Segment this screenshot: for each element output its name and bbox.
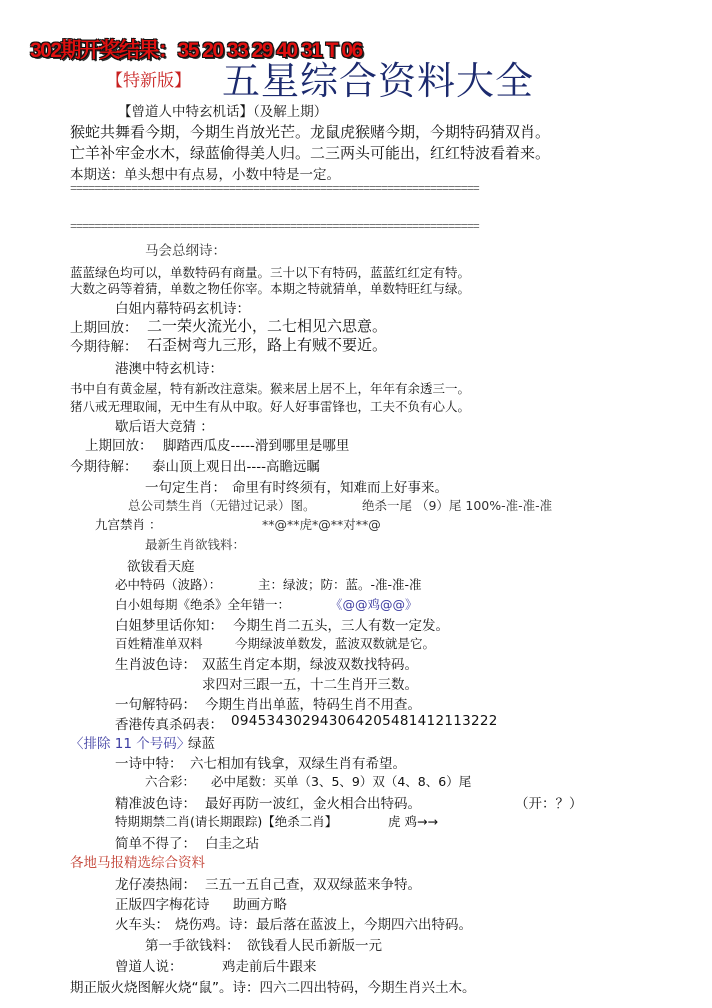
gangao-line: 书中自有黄金屋，特有新改注意柒。猴来居上居不上，年年有余透三一。 [70, 381, 471, 396]
item-value: 今期绿波单数发，蓝波双数就是它。 [235, 636, 436, 651]
item-label: 简单不得了： [115, 836, 196, 852]
mabao-value: 鸡走前后牛跟来 [222, 959, 317, 975]
mabao-value: 三五一五自己查，双双绿蓝来争特。 [205, 877, 421, 893]
item-value: 双蓝生肖定本期，绿波双数找特码。 [202, 657, 418, 673]
xiehouyu-heading: 歇后语大竞猜 ： [115, 419, 214, 435]
item-label: 必中特码（波路）： [115, 577, 222, 592]
item-value: 虎 鸡→→ [388, 814, 438, 829]
mahui-heading: 马会总纲诗： [145, 243, 226, 259]
item-value: 今期生肖出单蓝，特码生肖不用查。 [205, 697, 421, 713]
mabao-label: 曾道人说： [115, 959, 183, 975]
item-value: 白圭之玷 [205, 836, 259, 852]
xiehouyu-last-label: 上期回放： [85, 438, 153, 454]
mabao-value: 助画方略 [233, 897, 287, 913]
item-value: 求四对三跟一五，十二生肖开三数。 [202, 677, 418, 693]
item-label: 精准波色诗： [115, 796, 196, 812]
item-value: 六七相加有钱拿，双绿生肖有希望。 [190, 756, 406, 772]
xiehouyu-last-value: 脚踏西瓜皮-----滑到哪里是哪里 [163, 438, 350, 454]
item-value: **@**虎*@**对**@ [262, 517, 381, 532]
item-label: 欲钹看天庭 [127, 559, 195, 575]
item-label: 生肖波色诗： [115, 657, 196, 673]
item-label: 一诗中特： [115, 756, 183, 772]
item-label: 六合彩： [145, 774, 196, 789]
intro-line: 本期送：单头想中有点易，小数中特是一定。 [70, 167, 340, 183]
item-value: 《@@鸡@@》 [330, 597, 418, 612]
mabao-label: 正版四字梅花诗 [115, 897, 210, 913]
item-label: 特期期禁二肖(请长期跟踪)【绝杀二肖】 [115, 814, 338, 829]
mabao-label: 第一手欲钱料： [145, 938, 240, 954]
item-label: 香港传真杀码表： [115, 717, 223, 733]
mahui-line: 蓝蓝绿色均可以，单数特码有商量。三十以下有特码，蓝蓝红红定有特。 [70, 265, 471, 280]
result-banner: 302期开奖结果：35 20 33 29 40 31 T 06 [30, 39, 362, 62]
intro-line: 猴蛇共舞看今期，今期生肖放光芒。龙鼠虎猴赌今期，今期特码猜双肖。 [70, 123, 551, 141]
item-value: 必中尾数：买单（3、5、9）双（4、8、6）尾 [211, 774, 472, 789]
separator: =================================================================== [70, 220, 479, 234]
item-value: 绿蓝 [188, 736, 215, 752]
mahui-line: 大数之码等着猜，单数之物任你宰。本期之特就猜单，单数特旺红与绿。 [70, 281, 471, 296]
item-value: 绝杀一尾 （9）尾 100%-准-准-准 [362, 498, 553, 513]
xiehouyu-now-value: 泰山顶上观日出----高瞻远瞩 [152, 459, 320, 475]
gangao-line: 猪八戒无理取闹，无中生有从中取。好人好事雷锋也，工夫不负有心人。 [70, 399, 471, 414]
intro-heading: 【曾道人中特玄机话】（及解上期） [118, 104, 328, 120]
mabao-heading: 各地马报精选综合资料 [70, 855, 205, 871]
mabao-label: 龙仔凑热闹： [115, 877, 196, 893]
edition-label: 【特新版】 [106, 71, 191, 91]
item-label: 总公司禁生肖（无错过记录）图。 [128, 498, 316, 513]
item-label: 九宫禁肖 ： [95, 517, 162, 532]
item-label: 最新生肖欲钱料： [145, 537, 246, 552]
item-label: 白姐梦里话你知： [115, 618, 223, 634]
mabao-value: 烧伤鸡。诗：最后落在蓝波上，今期四六出特码。 [175, 917, 472, 933]
mabao-label: 火车头： [115, 917, 169, 933]
item-value: 今期生肖二五头，三人有数一定发。 [233, 618, 449, 634]
item-label: 白小姐每期《绝杀》全年错一： [115, 597, 291, 612]
baijie-last-label: 上期回放： [70, 320, 138, 336]
gangao-heading: 港澳中特玄机诗： [115, 361, 223, 377]
item-value: 0945343029430642054814121​13222 [231, 713, 498, 729]
intro-line: 亡羊补牢金水木，绿蓝偷得美人归。二三两头可能出，红红特波看着来。 [70, 144, 551, 162]
mabao-value: 期正版火烧图解火烧“鼠”。诗：四六二四出特码，今期生肖兴土木。 [70, 980, 476, 996]
item-value: 命里有时终须有，知难而上好事来。 [232, 480, 448, 496]
item-extra: （开：？） [515, 796, 583, 812]
item-label: 百姓精准单双料 [115, 636, 203, 651]
xiehouyu-now-label: 今期待解： [70, 459, 138, 475]
mabao-value: 欲钱看人民币新版一元 [247, 938, 382, 954]
item-label: 一句解特码： [115, 697, 196, 713]
baijie-now-label: 今期待解： [70, 339, 138, 355]
page-title: 五星综合资料大全 [222, 59, 535, 103]
item-value: 主：绿波；防：蓝。-准-准-准 [258, 577, 422, 592]
item-label: 一句定生肖： [145, 480, 226, 496]
baijie-now-value: 石歪树弯九三形，路上有贼不要近。 [147, 336, 388, 354]
item-label: 〈排除 11 个号码〉 [70, 736, 191, 752]
item-value: 最好再防一波红，金火相合出特码。 [205, 796, 421, 812]
baijie-heading: 白姐内幕特码玄机诗： [115, 301, 250, 317]
separator: =================================================================== [70, 182, 479, 196]
baijie-last-value: 二一荣火流光小，二七相见六思意。 [147, 317, 388, 335]
